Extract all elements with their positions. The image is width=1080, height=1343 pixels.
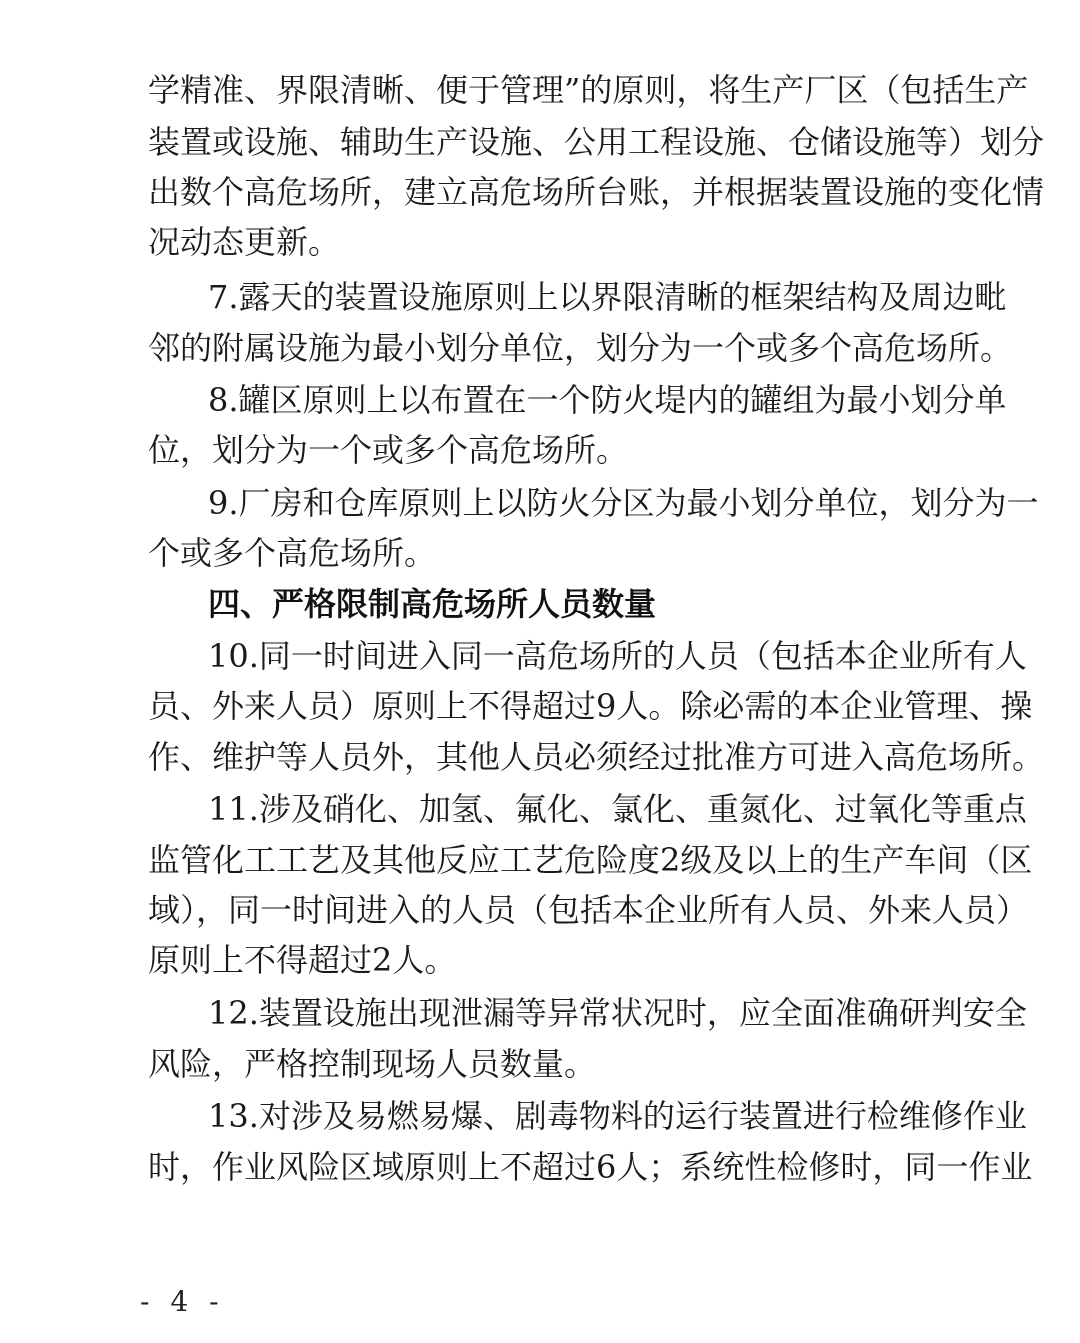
text-line: 出数个高危场所，建立高危场所台账，并根据装置设施的变化情: [148, 173, 1045, 211]
text-line: 风险，严格控制现场人员数量。: [148, 1045, 597, 1083]
text-line: 7.露天的装置设施原则上以界限清晰的框架结构及周边毗: [208, 278, 1007, 316]
text-line: 9.厂房和仓库原则上以防火分区为最小划分单位，划分为一: [208, 484, 1039, 522]
text-line: 学精准、界限清晰、便于管理”的原则，将生产厂区（包括生产: [148, 71, 1029, 109]
text-line: 12.装置设施出现泄漏等异常状况时，应全面准确研判安全: [208, 994, 1027, 1032]
text-line: 监管化工工艺及其他反应工艺危险度2级及以上的生产车间（区: [148, 841, 1033, 879]
text-line: 况动态更新。: [148, 223, 341, 261]
text-line: 13.对涉及易燃易爆、剧毒物料的运行装置进行检维修作业: [208, 1097, 1027, 1135]
text-line: 10.同一时间进入同一高危场所的人员（包括本企业所有人: [208, 637, 1027, 675]
text-line: 位，划分为一个或多个高危场所。: [148, 431, 629, 469]
text-line: 作、维护等人员外，其他人员必须经过批准方可进入高危场所。: [148, 738, 1045, 776]
text-line: 员、外来人员）原则上不得超过9人。除必需的本企业管理、操: [148, 687, 1033, 725]
section-heading: 四、严格限制高危场所人员数量: [208, 585, 657, 623]
text-line: 装置或设施、辅助生产设施、公用工程设施、仓储设施等）划分: [148, 123, 1045, 161]
text-line: 个或多个高危场所。: [148, 534, 437, 572]
text-line: 域），同一时间进入的人员（包括本企业所有人员、外来人员）: [148, 891, 1029, 929]
text-line: 时，作业风险区域原则上不超过6人；系统性检修时，同一作业: [148, 1148, 1033, 1186]
page-number: - 4 -: [140, 1285, 225, 1318]
text-line: 邻的附属设施为最小划分单位，划分为一个或多个高危场所。: [148, 329, 1013, 367]
text-line: 原则上不得超过2人。: [148, 941, 457, 979]
text-line: 11.涉及硝化、加氢、氟化、氯化、重氮化、过氧化等重点: [208, 790, 1027, 828]
text-line: 8.罐区原则上以布置在一个防火堤内的罐组为最小划分单: [208, 381, 1007, 419]
